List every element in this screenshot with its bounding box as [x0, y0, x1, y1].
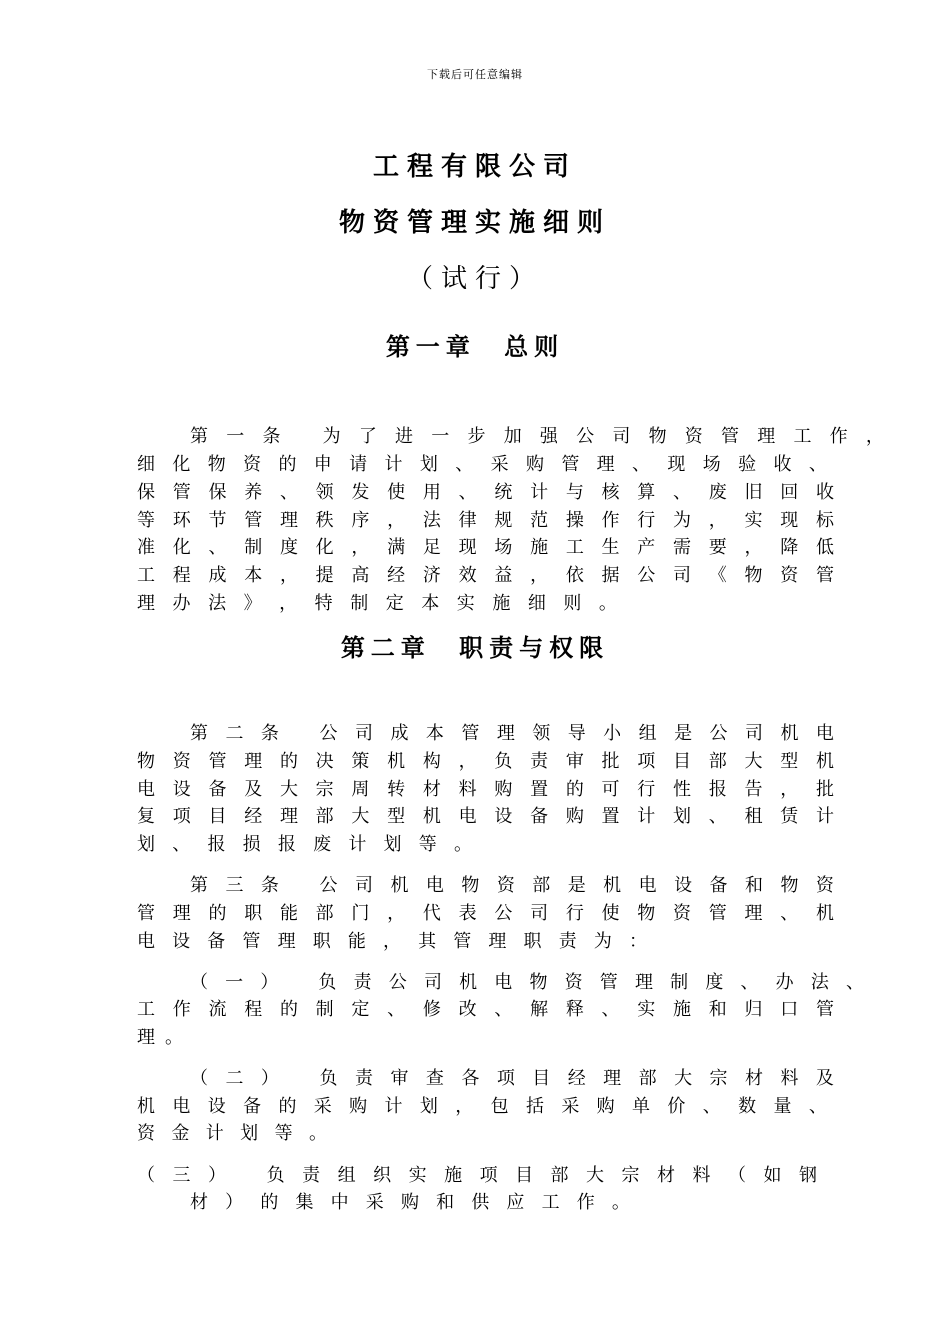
text-line: （ 二 ） 负 责 审 查 各 项 目 经 理 部 大 宗 材 料 及: [190, 1068, 834, 1089]
text-line: 第 二 条 公 司 成 本 管 理 领 导 小 组 是 公 司 机 电: [190, 723, 834, 744]
text-line: 物 资 管 理 的 决 策 机 构 ， 负 责 审 批 项 目 部 大 型 机: [137, 751, 834, 772]
text-line: 第 三 条 公 司 机 电 物 资 部 是 机 电 设 备 和 物 资: [190, 875, 834, 896]
text-line: 管 理 的 职 能 部 门 ， 代 表 公 司 行 使 物 资 管 理 、 机: [137, 903, 834, 924]
text-line: 理 办 法 》 ， 特 制 定 本 实 施 细 则 。: [137, 593, 617, 614]
chapter-heading-2: 第二章 职责与权限: [340, 634, 610, 662]
text-line: 材 ） 的 集 中 采 购 和 供 应 工 作 。: [190, 1192, 630, 1213]
text-line: 等 环 节 管 理 秩 序 ， 法 律 规 范 操 作 行 为 ， 实 现 标: [137, 510, 834, 531]
text-line: 复 项 目 经 理 部 大 型 机 电 设 备 购 置 计 划 、 租 赁 计: [137, 806, 834, 827]
document-title: 物资管理实施细则: [338, 208, 611, 238]
text-line: 工 程 成 本 ， 提 高 经 济 效 益 ， 依 据 公 司 《 物 资 管: [137, 565, 834, 586]
text-line: 第 一 条 为 了 进 一 步 加 强 公 司 物 资 管 理 工 作 ，: [190, 426, 884, 447]
page-header-note: 下载后可任意编辑: [427, 68, 523, 81]
text-line: 划 、 报 损 报 废 计 划 等 。: [137, 834, 472, 855]
text-line: 电 设 备 管 理 职 能 ， 其 管 理 职 责 为 ：: [137, 931, 647, 952]
text-line: 准 化 、 制 度 化 ， 满 足 现 场 施 工 生 产 需 要 ， 降 低: [137, 537, 834, 558]
text-line: 保 管 保 养 、 领 发 使 用 、 统 计 与 核 算 、 废 旧 回 收: [137, 482, 834, 503]
chapter-heading-1: 第一章 总则: [385, 333, 565, 361]
text-line: 细 化 物 资 的 申 请 计 划 、 采 购 管 理 、 现 场 验 收 、: [137, 454, 827, 475]
text-line: 电 设 备 及 大 宗 周 转 材 料 购 置 的 可 行 性 报 告 ， 批: [137, 779, 834, 800]
text-line: 资 金 计 划 等 。: [137, 1123, 327, 1144]
text-line: 机 电 设 备 的 采 购 计 划 ， 包 括 采 购 单 价 、 数 量 、: [137, 1096, 827, 1117]
company-title: 工程有限公司: [372, 152, 577, 182]
text-line: （ 三 ） 负 责 组 织 实 施 项 目 部 大 宗 材 料 （ 如 钢: [137, 1165, 817, 1186]
text-line: 工 作 流 程 的 制 定 、 修 改 、 解 释 、 实 施 和 归 口 管: [137, 999, 834, 1020]
text-line: 理 。: [137, 1027, 183, 1048]
trial-label: （试行）: [406, 264, 543, 294]
text-line: （ 一 ） 负 责 公 司 机 电 物 资 管 理 制 度 、 办 法 、: [190, 972, 864, 993]
